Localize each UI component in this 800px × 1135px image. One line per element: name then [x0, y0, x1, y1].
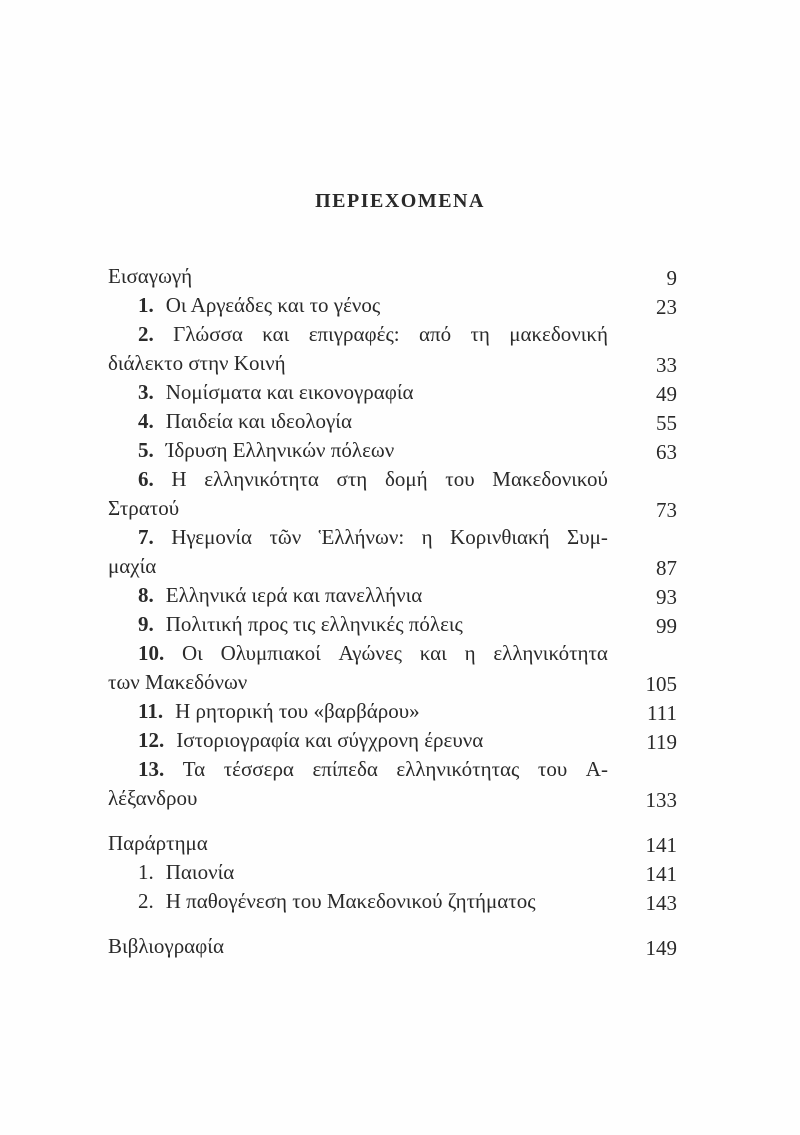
toc-entry-line	[108, 494, 677, 523]
entry-word: Α-	[585, 757, 608, 781]
entry-text: Παιδεία και ιδεολογία	[165, 409, 352, 433]
entry-word: τῶν	[269, 525, 302, 549]
entry-word: ελληνικότητας	[396, 757, 520, 781]
toc-entry-line	[108, 784, 677, 813]
entry-word: η	[464, 641, 476, 665]
entry-number: 8.	[138, 583, 154, 607]
entry-word: Μακεδονικού	[492, 467, 608, 491]
entry-text: Παράρτημα	[108, 831, 208, 855]
entry-word: και	[262, 322, 290, 346]
entry-word: Ἑλλήνων:	[318, 525, 405, 549]
entry-text: Οι Αργεάδες και το γένος	[165, 293, 381, 317]
entry-text: Πολιτική προς τις ελληνικές πόλεις	[165, 612, 463, 636]
entry-word: και	[419, 641, 447, 665]
toc-entry-line	[108, 581, 677, 610]
toc-entry-line	[108, 932, 677, 961]
entry-page-number: 141	[645, 862, 677, 886]
entry-page-number: 133	[645, 788, 677, 812]
toc-entry-line	[108, 858, 677, 887]
entry-number: 6.	[138, 467, 154, 491]
entry-word: Κορινθιακή	[450, 525, 550, 549]
entry-word: μακεδονική	[509, 322, 608, 346]
entry-page-number: 149	[645, 936, 677, 960]
entry-word: Γλώσσα	[173, 322, 243, 346]
entry-page-number: 49	[656, 382, 677, 406]
entry-word: του	[445, 467, 475, 491]
entry-word: επίπεδα	[312, 757, 378, 781]
entry-text: λέξανδρου	[108, 786, 198, 810]
entry-text: Νομίσματα και εικονογραφία	[165, 380, 414, 404]
entry-page-number: 9	[666, 266, 677, 290]
entry-page-number: 99	[656, 614, 677, 638]
entry-text: Παιονία	[165, 860, 235, 884]
toc-entry-line	[108, 291, 677, 320]
entry-page-number: 73	[656, 498, 677, 522]
toc-entry-line	[108, 407, 677, 436]
entry-text: Εισαγωγή	[108, 264, 193, 288]
toc-entry-line	[108, 320, 608, 349]
entry-page-number: 105	[645, 672, 677, 696]
entry-number: 3.	[138, 380, 154, 404]
entry-text: Η παθογένεση του Μακεδονικού ζητήματος	[165, 889, 536, 913]
entry-number: 1.	[138, 860, 154, 884]
entry-word: Η	[171, 467, 187, 491]
toc-entry-line	[108, 829, 677, 858]
entry-text: μαχία	[108, 554, 157, 578]
page-title: ΠΕΡΙΕΧΟΜΕΝΑ	[315, 190, 485, 212]
toc-entry-line	[108, 610, 677, 639]
toc-entry-line	[108, 697, 677, 726]
toc-section-gap	[108, 916, 677, 932]
entry-page-number: 119	[646, 730, 677, 754]
entry-number: 1.	[138, 293, 154, 317]
entry-word: από	[418, 322, 452, 346]
toc-entry-line	[108, 436, 677, 465]
toc-entry-line	[108, 726, 677, 755]
entry-page-number: 93	[656, 585, 677, 609]
toc-section-gap	[108, 813, 677, 829]
entry-word: δομή	[384, 467, 428, 491]
entry-text: Ελληνικά ιερά και πανελλήνια	[165, 583, 423, 607]
entry-word: του	[537, 757, 568, 781]
toc-entry-line	[108, 668, 677, 697]
entry-number: 9.	[138, 612, 154, 636]
entry-word: Ηγεμονία	[171, 525, 252, 549]
toc-entry-line	[108, 887, 677, 916]
entry-word: Ολυμπιακοί	[220, 641, 321, 665]
entry-page-number: 87	[656, 556, 677, 580]
entry-number: 13.	[138, 757, 165, 781]
entry-word: ελληνικότητα	[493, 641, 608, 665]
toc-list	[108, 262, 677, 961]
entry-page-number: 111	[647, 701, 677, 725]
entry-page-number: 33	[656, 353, 677, 377]
entry-text: Στρατού	[108, 496, 180, 520]
entry-number: 2.	[138, 889, 154, 913]
entry-page-number: 63	[656, 440, 677, 464]
toc-entry-line	[108, 378, 677, 407]
entry-page-number: 23	[656, 295, 677, 319]
entry-number: 5.	[138, 438, 154, 462]
entry-word: Συμ-	[567, 525, 608, 549]
entry-word: στη	[336, 467, 368, 491]
entry-word: Τα	[182, 757, 206, 781]
entry-page-number: 141	[645, 833, 677, 857]
entry-number: 2.	[138, 322, 154, 346]
entry-text: διάλεκτο στην Κοινή	[108, 351, 286, 375]
toc-entry-line	[108, 552, 677, 581]
entry-number: 10.	[138, 641, 165, 665]
toc-entry-line	[108, 465, 608, 494]
entry-number: 12.	[138, 728, 165, 752]
entry-text: των Μακεδόνων	[108, 670, 248, 694]
entry-page-number: 55	[656, 411, 677, 435]
entry-text: Ιστοριογραφία και σύγχρονη έρευνα	[176, 728, 484, 752]
toc-entry-line	[108, 349, 677, 378]
entry-word: τέσσερα	[223, 757, 294, 781]
entry-number: 7.	[138, 525, 154, 549]
entry-number: 4.	[138, 409, 154, 433]
entry-word: τη	[470, 322, 490, 346]
entry-text: Η ρητορική του «βαρβάρου»	[175, 699, 420, 723]
entry-word: επιγραφές:	[308, 322, 400, 346]
toc-entry-line	[108, 639, 608, 668]
toc-entry-line	[108, 755, 608, 784]
toc-entry-line	[108, 262, 677, 291]
entry-number: 11.	[138, 699, 164, 723]
entry-text: Ίδρυση Ελληνικών πόλεων	[165, 438, 395, 462]
entry-word: Οι	[182, 641, 203, 665]
entry-word: Αγώνες	[338, 641, 402, 665]
toc-entry-line	[108, 523, 608, 552]
entry-page-number: 143	[645, 891, 677, 915]
entry-word: ελληνικότητα	[204, 467, 319, 491]
entry-text: Βιβλιογραφία	[108, 934, 224, 958]
entry-word: η	[421, 525, 433, 549]
